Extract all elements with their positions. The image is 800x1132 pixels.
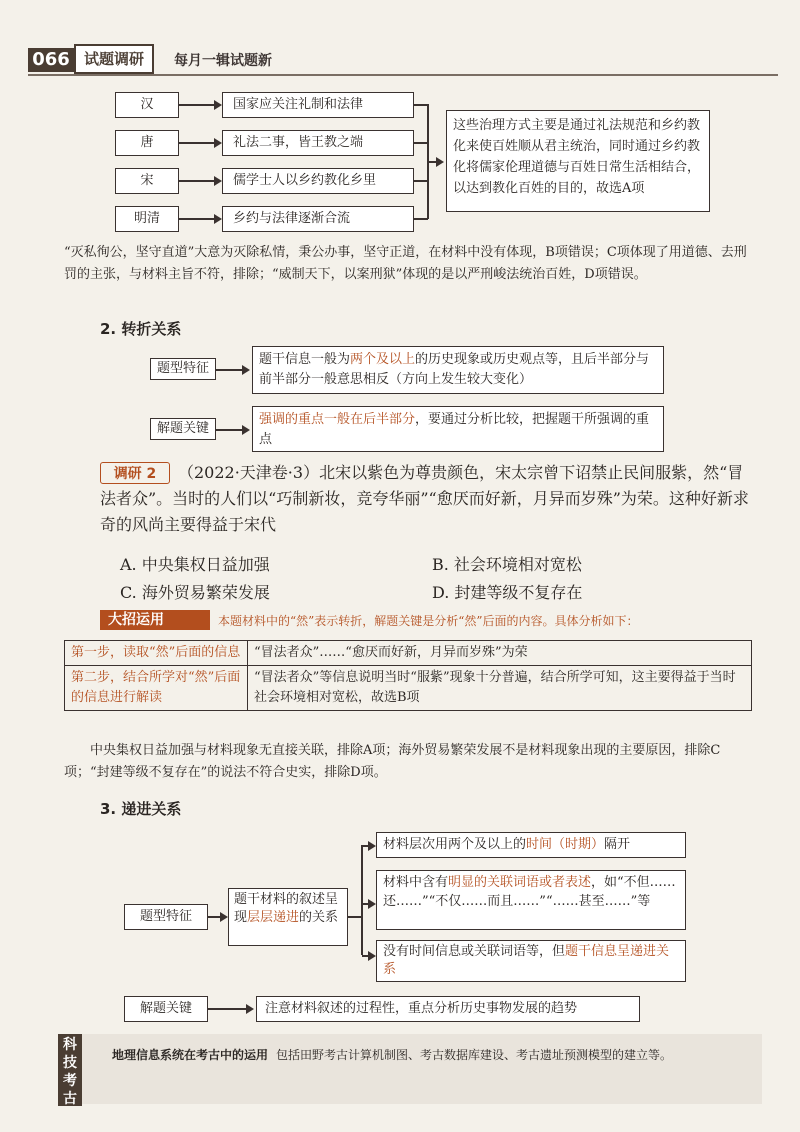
table-cell-step: 第一步，读取“然”后面的信息 [65,641,248,666]
dynasty-mingqing-text: 乡约与法律逐渐合流 [222,206,414,232]
section-2-title: 2. 转折关系 [100,320,182,338]
analysis-table [64,640,752,711]
option-a: A. 中央集权日益加强 [120,555,270,574]
table-cell-content: “冒法者众”……“愈厌而好新，月异而岁殊”为荣 [248,641,752,666]
table-cell-content: “冒法者众”等信息说明当时“服紫”现象十分普遍，结合所学可知，这主要得益于当时社会环境相对宽松，故选B项 [248,666,752,711]
dynasty-song-text: 儒学士人以乡约教化乡里 [222,168,414,194]
dynasty-mingqing: 明清 [115,206,179,232]
section-3-title: 3. 递进关系 [100,800,182,818]
footer-note [112,1046,742,1064]
feature-label: 题型特征 [150,358,216,380]
dynasty-tang-text: 礼法二事，皆王教之端 [222,130,414,156]
section-tag: 试题调研 [74,44,154,74]
header-subtitle: 每月一辑试题新 [174,53,272,69]
table-cell-step: 第二步，结合所学对“然”后面的信息进行解读 [65,666,248,711]
dazhao-intro: 本题材料中的“然”表示转折，解题关键是分析“然”后面的内容。具体分析如下： [218,614,639,628]
table-row [65,641,752,666]
key-content: 强调的重点一般在后半部分，要通过分析比较，把握题干所强调的重点 [252,406,664,452]
branch-implicit: 没有时间信息或关联词语等，但题干信息呈递进关系 [376,940,686,982]
footer-text: 包括田野考古计算机制图、考古数据库建设、考古遗址预测模型的建立等。 [276,1048,673,1062]
dynasty-tang: 唐 [115,130,179,156]
explanation-paragraph-2: 中央集权日益加强与材料现象无直接关联，排除A项；海外贸易繁荣发展不是材料现象出现的主要原因，排除C项；“封建等级不复存在”的说法不符合史实，排除D项。 [64,743,721,780]
feature-label-3: 题型特征 [124,904,208,930]
explanation-paragraph-1: “灭私徇公，坚守直道”大意为灭除私情，秉公办事，坚守正道，在材料中没有体现，B项错误；C项体现了用道德、去刑罚的主张，与材料主旨不符，排除；“威制天下，以案刑狱”体现的是以严刑峻法统治百姓，D项错误。 [64,245,747,282]
footer-title: 地理信息系统在考古中的运用 [112,1048,269,1062]
key-content-3: 注意材料叙述的过程性，重点分析历史事物发展的趋势 [256,996,640,1022]
option-d: D. 封建等级不复存在 [432,583,583,602]
branch-connectives: 材料中含有明显的关联词语或者表述，如“不但……还……”“不仅……而且……”“……甚至……”等 [376,870,686,930]
key-label-3: 解题关键 [124,996,208,1022]
footer-box [82,1034,762,1104]
dazhao-tag: 大招运用 [100,610,210,630]
dynasty-han-text: 国家应关注礼制和法律 [222,92,414,118]
question-tag: 调研 2 [100,462,170,484]
option-c: C. 海外贸易繁荣发展 [120,583,270,602]
header-divider [28,74,778,76]
footer-side-label: 科技考古 [58,1034,82,1106]
feature-content: 题干信息一般为两个及以上的历史现象或历史观点等，且后半部分与前半部分一般意思相反（方向上发生较大变化） [252,346,664,394]
page-number: 066 [28,48,74,72]
key-label: 解题关键 [150,418,216,440]
question-text: （2022·天津卷·3）北宋以紫色为尊贵颜色，宋太宗曾下诏禁止民间服紫，然“冒法者众”。当时的人们以“巧制新妆，竞夸华丽”“愈厌而好新，月异而岁殊”为荣。这种好新求奇的风尚主要得益于宋代 [100,463,749,534]
branch-time: 材料层次用两个及以上的时间（时期）隔开 [376,832,686,858]
feature-middle-3: 题干材料的叙述呈现层层递进的关系 [228,888,348,946]
option-b: B. 社会环境相对宽松 [432,555,582,574]
diagram-summary: 这些治理方式主要是通过礼法规范和乡约教化来使百姓顺从君主统治，同时通过乡约教化将儒家伦理道德与百姓日常生活相结合，以达到教化百姓的目的，故选A项 [446,110,710,212]
dynasty-han: 汉 [115,92,179,118]
dynasty-song: 宋 [115,168,179,194]
table-row [65,666,752,711]
